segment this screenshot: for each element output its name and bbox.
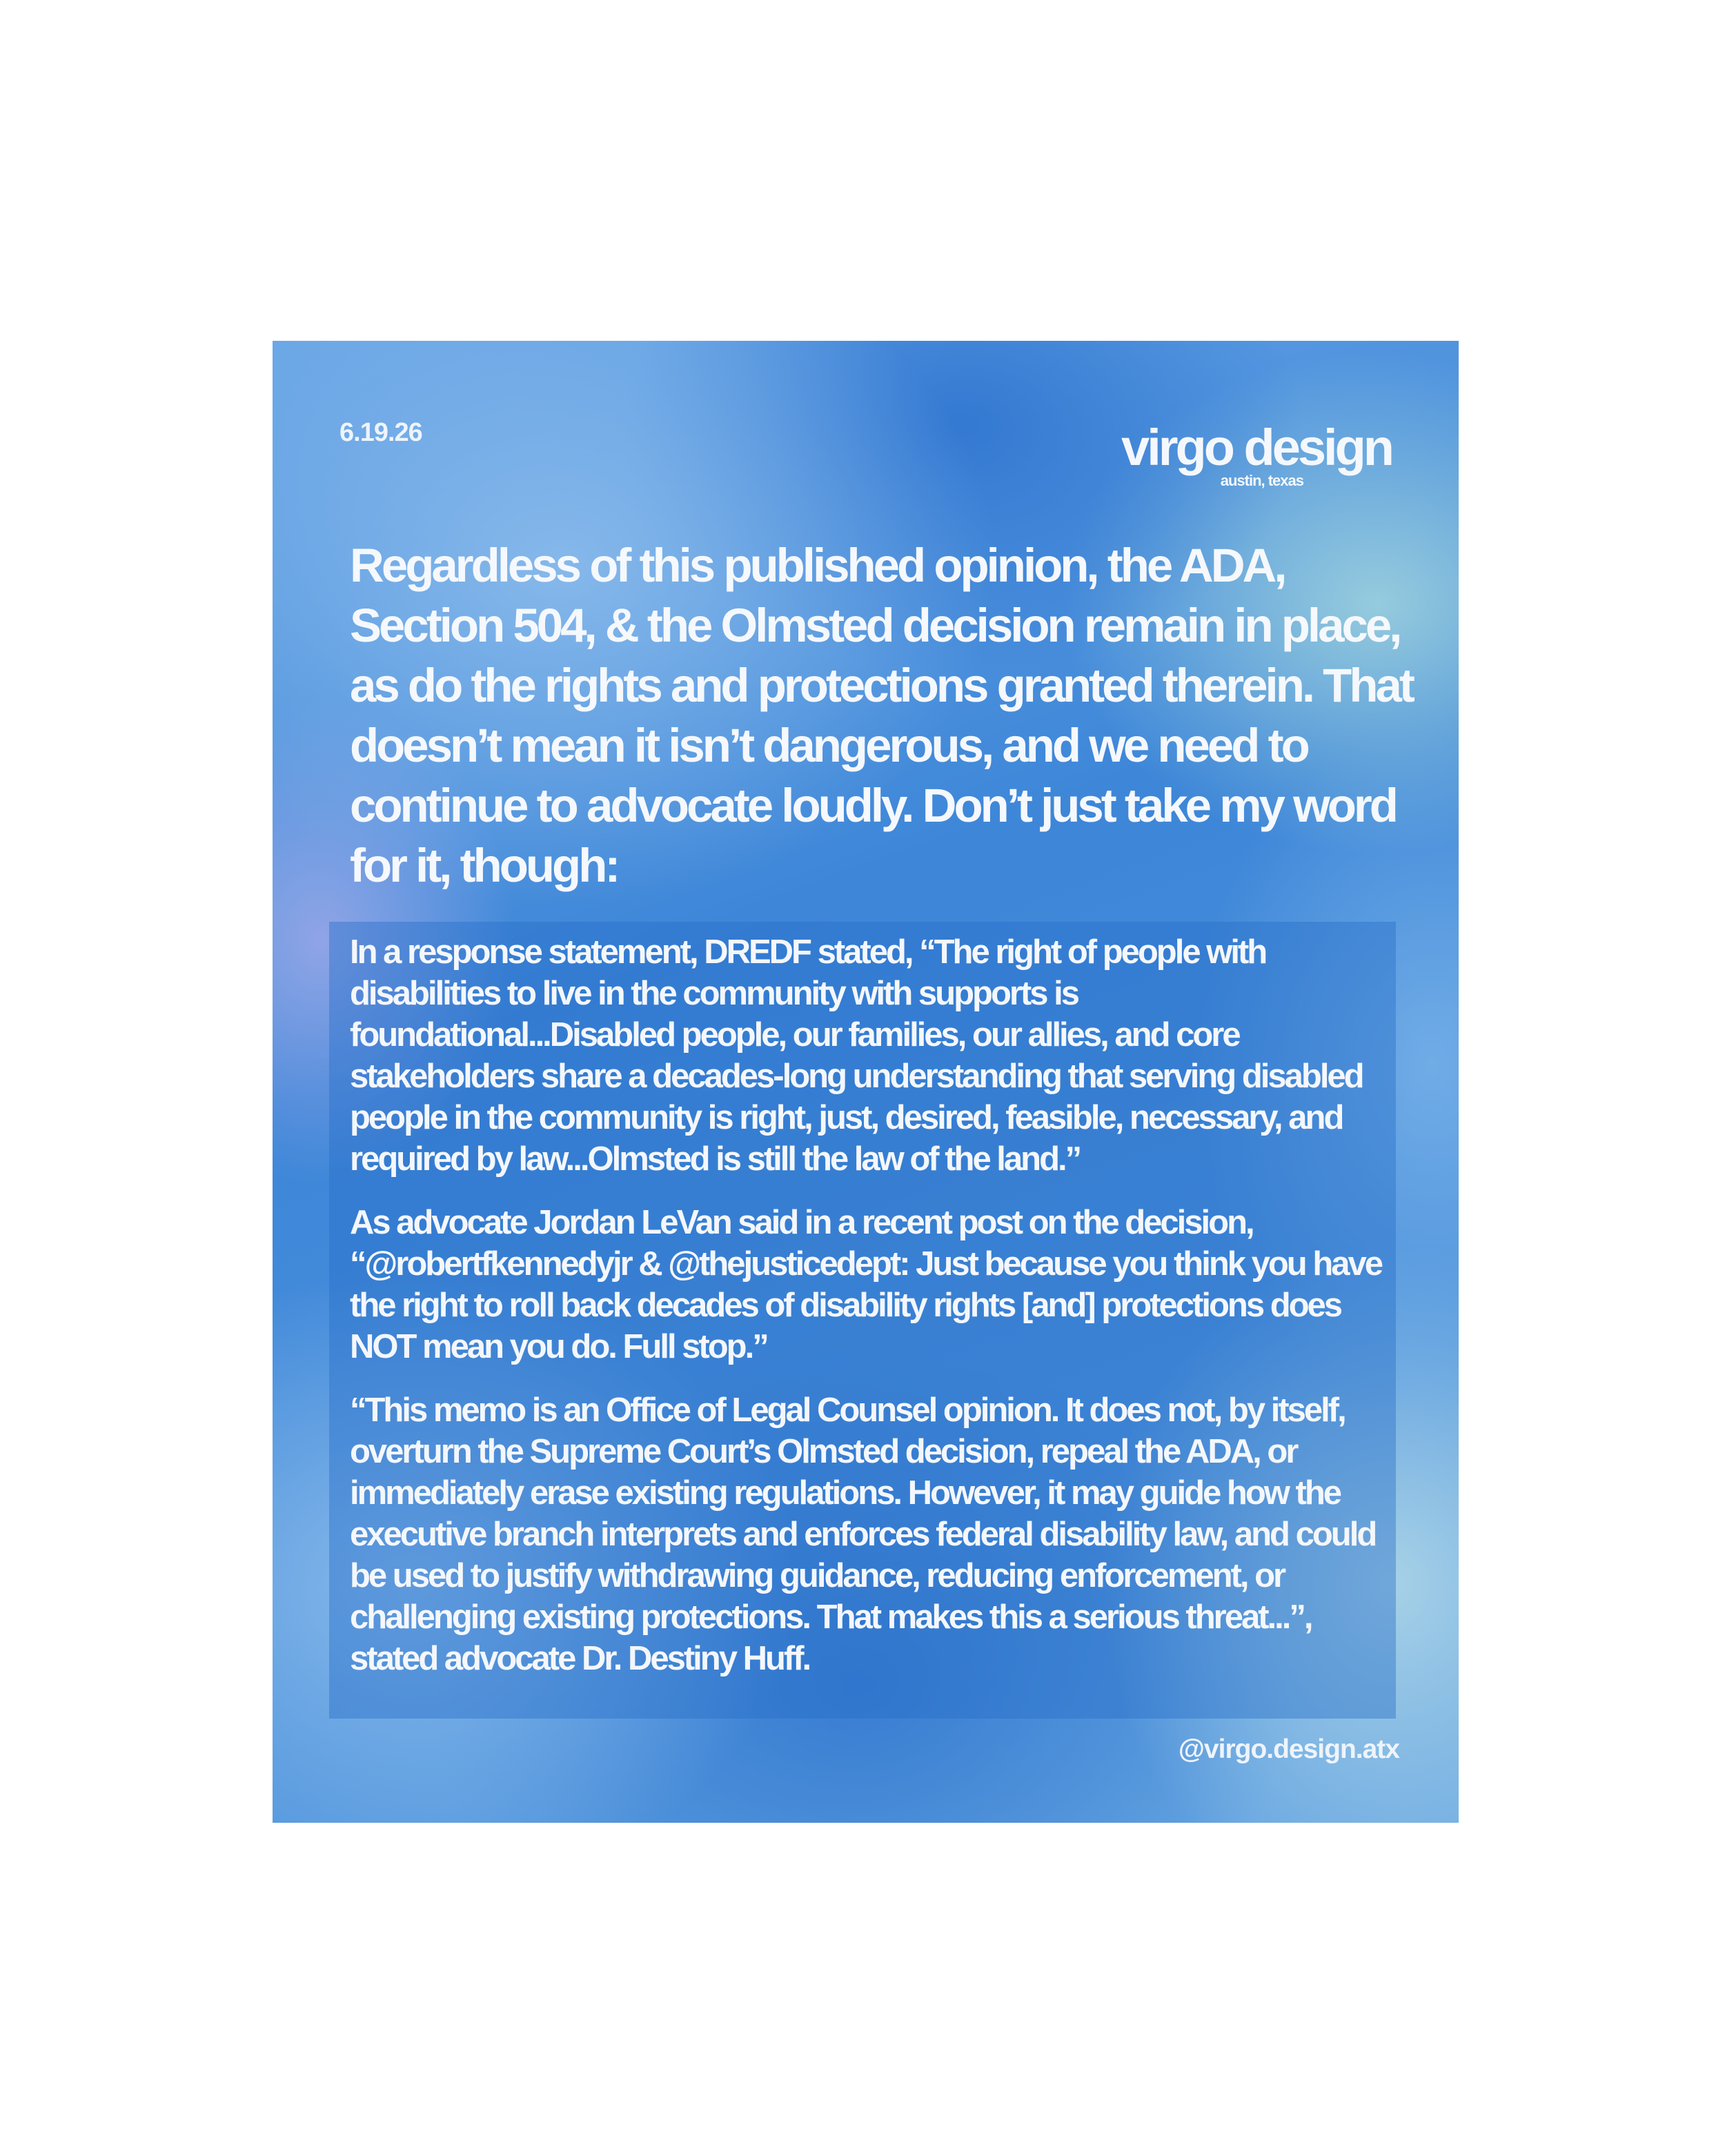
brand-location: austin, texas xyxy=(1220,472,1303,489)
quote-jordan-levan: As advocate Jordan LeVan said in a recent post on the decision, “@robertfkennedyjr & @thejusticedept: Just because you think you have the right to roll back decades of disability rights [and] protections does NOT mean you do. Full stop.” xyxy=(350,1204,1382,1365)
brand-logo xyxy=(1121,419,1392,490)
social-handle: @virgo.design.atx xyxy=(1178,1734,1399,1764)
quote-dredf: In a response statement, DREDF stated, “The right of people with disabilities to live in the community with supports is foundational...Disabled people, our families, our allies, and core stakeholders share a decades-long understanding that serving disabled people in the community is right, just, desired, feasible, necessary, and required by law...Olmsted is still the law of the land.” xyxy=(350,933,1363,1178)
quotes-panel xyxy=(329,922,1396,1719)
post-date: 6.19.26 xyxy=(339,418,422,447)
post-card xyxy=(273,341,1459,1823)
headline: Regardless of this published opinion, the ADA, Section 504, & the Olmsted decision remain in place, as do the rights and protections granted therein. That doesn’t mean it isn’t dangerous, and we need to continue to advocate loudly. Don’t just take my word for it, though: xyxy=(350,539,1412,892)
brand-name: virgo design xyxy=(1121,419,1392,476)
quote-destiny-huff: “This memo is an Office of Legal Counsel opinion. It does not, by itself, overturn the Supreme Court’s Olmsted decision, repeal the ADA, or immediately erase existing regulations. However, it may guide how the executive branch interprets and enforces federal disability law, and could be used to justify withdrawing guidance, reducing enforcement, or challenging existing protections. That makes this a serious threat...”, stated advocate Dr. Destiny Huff. xyxy=(350,1392,1376,1677)
